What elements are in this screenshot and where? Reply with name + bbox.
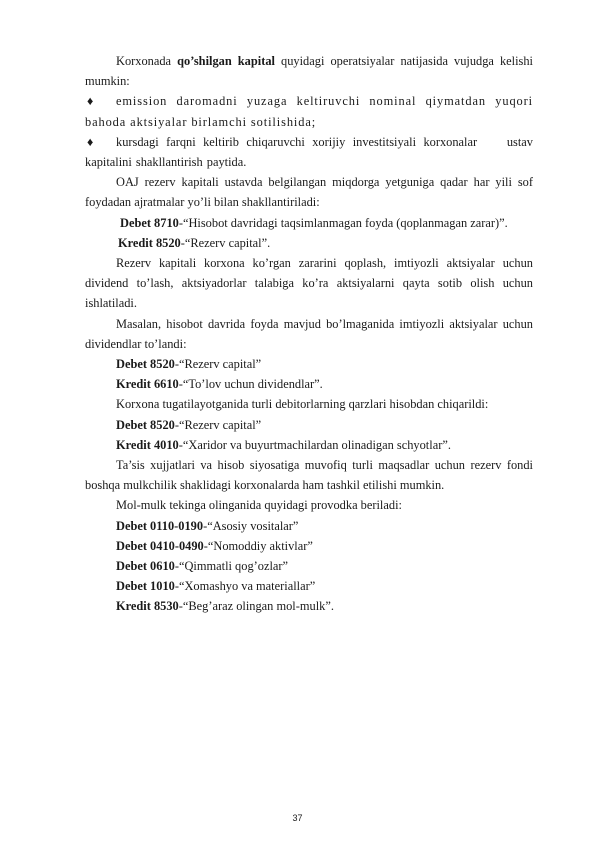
entry-text: -“Hisobot davridagi taqsimlanmagan foyda (qoplanmagan zarar)”. xyxy=(178,215,508,230)
entry-line xyxy=(85,536,533,556)
molmulk-paragraph: Mol-mulk tekinga olinganida quyidagi provodka beriladi: xyxy=(116,498,402,513)
entry-text: -“Xaridor va buyurtmachilardan olinadigan schyotlar”. xyxy=(178,437,451,452)
entry-line xyxy=(85,354,533,374)
entry-label: Debet 0410-0490 xyxy=(116,538,204,553)
entry-label: Kredit 8520 xyxy=(118,235,181,250)
oaj-paragraph: OAJ rezerv kapitali ustavda belgilangan miqdorga yetguniga qadar har yili sof foydadan ajratmalar yo’li bilan shakllantiriladi: xyxy=(85,175,533,210)
entry-line xyxy=(85,576,533,596)
page-number: 37 xyxy=(292,813,303,823)
entry-label: Kredit 6610 xyxy=(116,377,179,392)
entry-credit-8520 xyxy=(85,233,533,253)
entry-line xyxy=(85,435,533,455)
tugatish-paragraph: Korxona tugatilayotganida turli debitorlarning qarzlari hisobdan chiqarildi: xyxy=(116,397,489,412)
entry-text: -“Beg’araz olingan mol-mulk”. xyxy=(178,599,334,614)
intro-lead: Korxonada xyxy=(116,54,178,68)
entry-debit-8710 xyxy=(85,213,533,233)
bullet-text: kursdagi farqni keltirib chiqaruvchi xorijiy investitsiyali korxonalar ustav kapitalini shakllantirish paytida. xyxy=(85,134,538,170)
intro-rest: quyidagi operatsiyalar natijasida vujudga kelishi mumkin: xyxy=(85,54,534,89)
intro-term: qo’shilgan kapital xyxy=(177,54,275,68)
entry-label: Debet 0110-0190 xyxy=(116,518,204,533)
entry-label: Kredit 8530 xyxy=(116,599,179,614)
entry-line xyxy=(85,516,533,536)
entry-text: -“Asosiy vositalar” xyxy=(203,518,299,533)
entry-text: -“Xomashyo va materiallar” xyxy=(174,579,316,594)
diamond-bullet-icon: ♦ xyxy=(87,94,95,109)
intro-paragraph xyxy=(85,51,533,91)
entry-line xyxy=(85,596,533,616)
entry-label: Kredit 4010 xyxy=(116,437,179,452)
tasis-paragraph: Ta’sis xujjatlari va hisob siyosatiga muvofiq turli maqsadlar uchun rezerv fondi boshqa mulkchilik shaklidagi korxonalarda ham tashkil etilishi mumkin. xyxy=(85,458,533,493)
entry-line xyxy=(85,556,533,576)
rezerv-paragraph: Rezerv kapitali korxona ko’rgan zararini qoplash, imtiyozli aktsiyalar uchun dividend to’lash, aktsiyadorlar talabiga ko’ra aktsiyalarni qayta sotib olish uchun ishlatiladi. xyxy=(85,256,533,311)
entry-label: Debet 8710 xyxy=(120,215,179,230)
entry-label: Debet 0610 xyxy=(116,559,175,574)
entry-text: -“Rezerv capital”. xyxy=(180,235,271,250)
page-body xyxy=(85,51,538,617)
entry-text: -“Qimmatli qog’ozlar” xyxy=(174,559,289,574)
entry-line xyxy=(85,415,533,435)
entry-text: -“Nomoddiy aktivlar” xyxy=(203,538,313,553)
entry-text: -“Rezerv capital” xyxy=(174,417,262,432)
entry-label: Debet 8520 xyxy=(116,357,175,372)
bullet-item xyxy=(85,91,533,131)
entry-text: -“Rezerv capital” xyxy=(174,357,262,372)
bullet-item xyxy=(85,132,538,172)
entry-text: -“To’lov uchun dividendlar”. xyxy=(178,377,323,392)
masalan-paragraph: Masalan, hisobot davrida foyda mavjud bo’lmaganida imtiyozli aktsiyalar uchun dividendlar to’landi: xyxy=(85,316,533,351)
entry-label: Debet 8520 xyxy=(116,417,175,432)
entry-line xyxy=(85,374,533,394)
entry-label: Debet 1010 xyxy=(116,579,175,594)
diamond-bullet-icon: ♦ xyxy=(87,134,94,149)
bullet-text: emission daromadni yuzaga keltiruvchi nominal qiymatdan yuqori bahoda aktsiyalar birlamchi sotilishida; xyxy=(85,94,533,129)
